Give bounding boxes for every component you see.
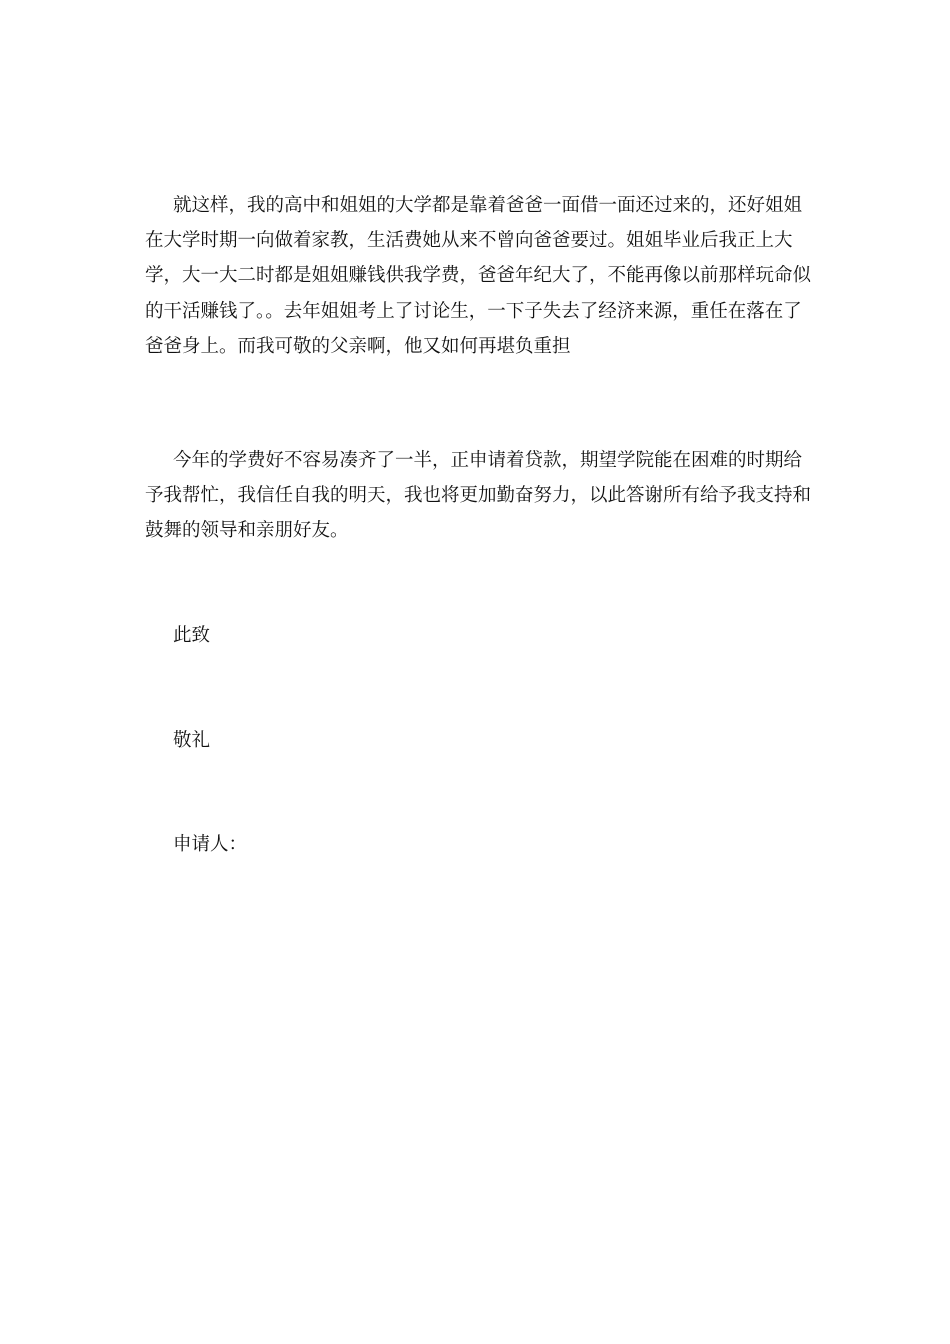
closing-salutation: 此致 [173, 625, 211, 646]
applicant-signature-label: 申请人： [173, 834, 248, 855]
body-paragraph-request: 今年的学费好不容易凑齐了一半，正申请着贷款，期望学院能在困难的时期给予我帮忙，我信任自我的明天，我也将更加勤奋努力，以此答谢所有给予我支持和鼓舞的领导和亲朋好友。 [145, 450, 812, 542]
body-paragraph-family-situation: 就这样，我的高中和姐姐的大学都是靠着爸爸一面借一面还过来的，还好姐姐在大学时期一向做着家教，生活费她从来不曾向爸爸要过。姐姐毕业后我正上大学，大一大二时都是姐姐赚钱供我学费，爸爸年纪大了，不能再像以前那样玩命似的干活赚钱了。。去年姐姐考上了讨论生，一下子失去了经济来源，重任在落在了爸爸身上。而我可敬的父亲啊，他又如何再堪负重担 [145, 195, 812, 357]
closing-regards: 敬礼 [173, 730, 211, 751]
